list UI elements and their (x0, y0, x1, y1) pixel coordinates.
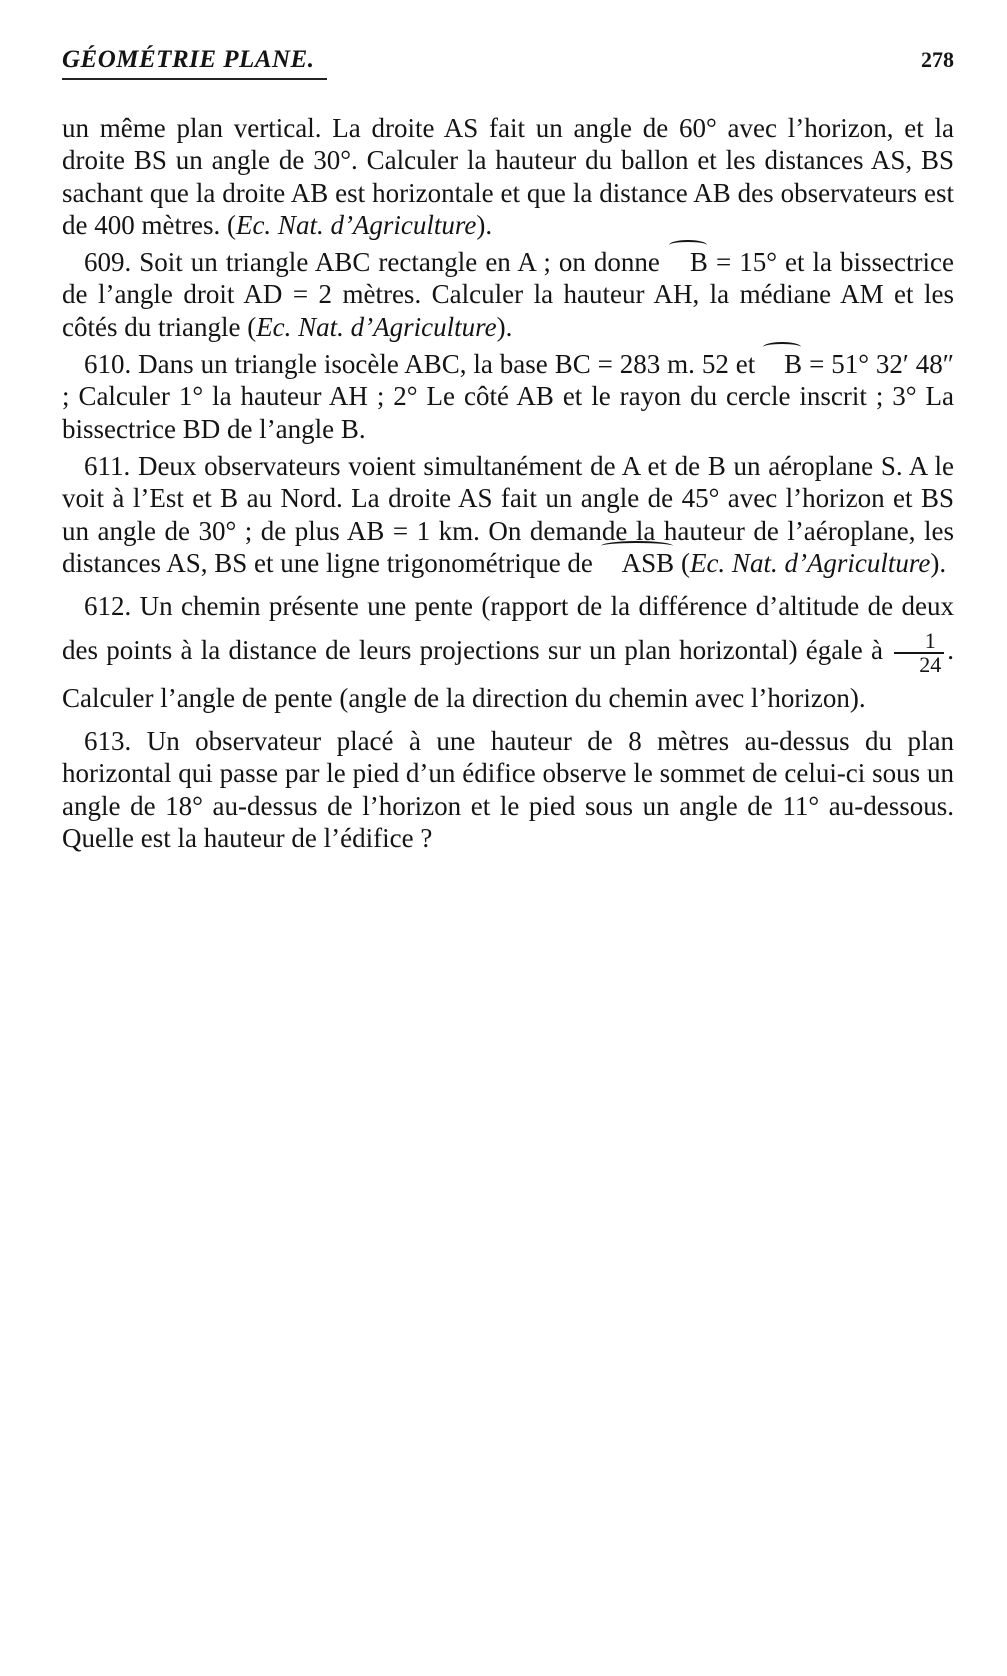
slope-fraction (894, 627, 944, 677)
page-body (62, 112, 954, 859)
problem-number-609: 609. (84, 247, 132, 278)
problem-number-612: 612. (84, 591, 132, 622)
angle-b-609: B (668, 246, 708, 278)
angle-asb-611: ASB (600, 547, 675, 579)
fraction-denominator: 24 (919, 651, 942, 677)
problem-number-613: 613. (84, 725, 132, 756)
problem-609-source: Ec. Nat. d’Agriculture (256, 311, 497, 342)
problem-611-text-b: ( (674, 547, 690, 578)
running-title: GÉOMÉTRIE PLANE. (62, 46, 315, 73)
problem-612-text-b: . Calculer l’angle de pente (angle de la direction du chemin avec l’horizon). (62, 635, 954, 713)
continuation-text: un même plan vertical. La droite AS fait un angle de 60° avec l’horizon, et la droite BS un angle de 30°. Calculer la hauteur du ballon et les distances AS, BS sachant que la droite AB est horizontale et que la distance AB des observateurs est de 400 mètres. ( (62, 113, 954, 240)
problem-number-611: 611. (84, 450, 131, 481)
page-number: 278 (921, 47, 954, 72)
problem-609-text-a: Soit un triangle ABC rectangle en A ; on donne (131, 247, 668, 278)
problem-610 (62, 348, 954, 445)
continuation-source: Ec. Nat. d’Agriculture (235, 209, 477, 240)
problem-number-610: 610. (84, 349, 132, 380)
problem-611 (62, 450, 954, 579)
problem-611-end: ). (930, 547, 947, 578)
problem-613 (62, 725, 954, 854)
continuation-end: ). (476, 209, 493, 240)
problem-609-text-b: = 15° et la bissectrice de l’angle droit AD = 2 mètres. Calculer la hauteur AH, la médiane AM et les côtés du triangle ( (62, 247, 954, 342)
problem-612-text-a: Un chemin présente une pente (rapport de la différence d’altitude de deux des points à la distance de leurs projections sur un plan horizontal) égale à (62, 591, 954, 666)
problem-610-text-a: Dans un triangle isocèle ABC, la base BC = 283 m. 52 et (131, 349, 763, 380)
angle-b-610: B (762, 348, 802, 380)
paragraph-continuation (62, 112, 954, 241)
problem-613-text: Un observateur placé à une hauteur de 8 mètres au-dessus du plan horizontal qui passe par le pied d’un édifice observe le sommet de celui-ci sous un angle de 18° au-dessus de l’horizon et le pied sous un angle de 11° au-dessous. Quelle est la hauteur de l’édifice ? (62, 725, 954, 853)
fraction-numerator: 1 (894, 630, 944, 654)
problem-610-text-b: = 51° 32′ 48″ ; Calculer 1° la hauteur AH ; 2° Le côté AB et le rayon du cercle inscrit ; 3° La bissectrice BD de l’angle B. (62, 349, 954, 444)
problem-612 (62, 584, 954, 720)
running-head (62, 44, 954, 84)
problem-609 (62, 246, 954, 343)
problem-611-text-a: Deux observateurs voient simultanément de A et de B un aéroplane S. A le voit à l’Est et B au Nord. La droite AS fait un angle de 45° avec l’horizon et BS un angle de 30° ; de plus AB = 1 km. On demande la hauteur de l’aéroplane, les distances AS, BS et une ligne trigonométrique de (62, 450, 954, 578)
problem-611-source: Ec. Nat. d’Agriculture (689, 547, 931, 578)
problem-609-end: ). (496, 311, 513, 342)
running-title-rule (62, 78, 327, 80)
